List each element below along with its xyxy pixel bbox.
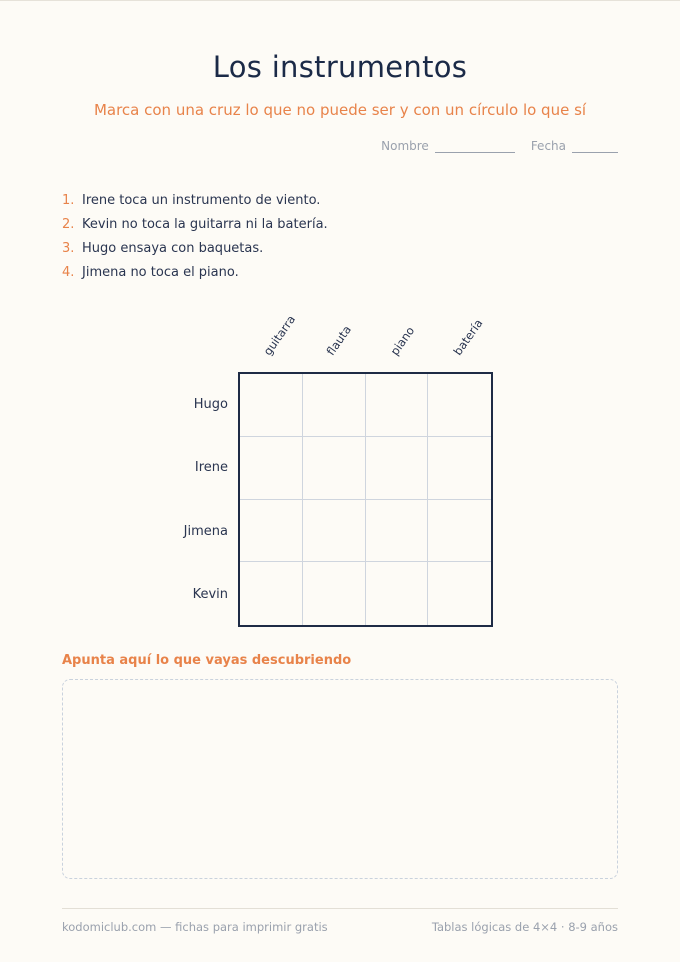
footer-divider (62, 908, 618, 909)
row-header-jimena: Jimena (183, 524, 228, 539)
grid-cell[interactable] (366, 562, 429, 625)
clue-text: Hugo ensaya con baquetas. (82, 241, 264, 256)
row-header-hugo: Hugo (193, 397, 228, 412)
grid-cell[interactable] (303, 374, 366, 437)
column-header-guitarra: guitarra (260, 312, 299, 358)
notes-label: Apunta aquí lo que vayas descubriendo (62, 653, 352, 668)
column-header-flauta: flauta (323, 322, 355, 358)
clue-number: 3. (62, 241, 75, 256)
row-header-kevin: Kevin (192, 587, 228, 602)
clue-item (62, 237, 328, 261)
grid-cell[interactable] (303, 437, 366, 500)
clue-item (62, 213, 328, 237)
grid-cell[interactable] (240, 437, 303, 500)
clue-number: 2. (62, 217, 75, 232)
grid-cell[interactable] (303, 562, 366, 625)
notes-area[interactable] (62, 679, 618, 879)
grid-cell[interactable] (240, 500, 303, 563)
date-label: Fecha (530, 139, 566, 153)
clue-item (62, 261, 328, 285)
name-date-fields (381, 139, 618, 153)
column-header-piano: piano (387, 323, 418, 358)
grid-cell[interactable] (303, 500, 366, 563)
grid-cell[interactable] (428, 562, 491, 625)
clue-text: Kevin no toca la guitarra ni la batería. (82, 217, 328, 232)
clue-text: Jimena no toca el piano. (82, 265, 239, 280)
row-header-irene: Irene (194, 460, 228, 475)
grid-cell[interactable] (428, 500, 491, 563)
grid-cell[interactable] (428, 374, 491, 437)
grid-cell[interactable] (366, 437, 429, 500)
name-line[interactable] (435, 140, 515, 153)
date-line[interactable] (572, 140, 618, 153)
grid-cell[interactable] (366, 374, 429, 437)
page-subtitle: Marca con una cruz lo que no puede ser y con un círculo lo que sí (93, 101, 587, 119)
grid-cell[interactable] (366, 500, 429, 563)
footer-series: Tablas lógicas de 4×4 · 8-9 años (431, 920, 618, 934)
footer-site: kodomiclub.com — fichas para imprimir gratis (62, 920, 328, 934)
logic-grid (238, 372, 493, 627)
clue-item (62, 189, 328, 213)
name-label: Nombre (381, 139, 429, 153)
top-divider (0, 0, 680, 1)
clue-number: 4. (62, 265, 75, 280)
grid-cell[interactable] (240, 562, 303, 625)
grid-cell[interactable] (428, 437, 491, 500)
grid-cell[interactable] (240, 374, 303, 437)
clue-text: Irene toca un instrumento de viento. (82, 193, 321, 208)
column-header-bateria: batería (450, 316, 486, 358)
clue-list (62, 189, 328, 285)
page-title: Los instrumentos (212, 50, 468, 84)
clue-number: 1. (62, 193, 75, 208)
